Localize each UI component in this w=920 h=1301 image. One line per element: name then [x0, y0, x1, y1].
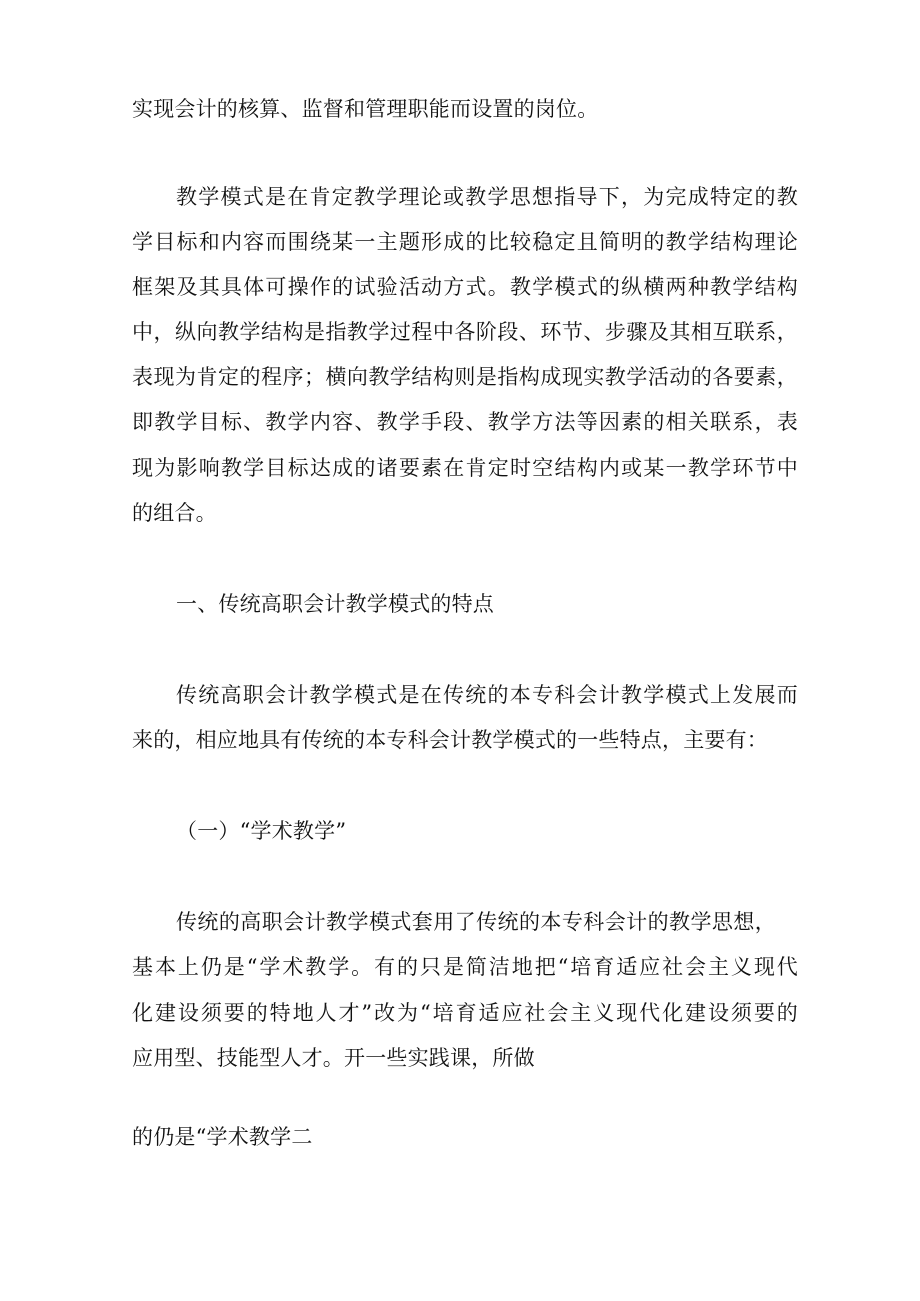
text-line: 传统高职会计教学模式是在传统的本专科会计教学模式上发展而 [176, 683, 798, 707]
text-line: 框架及其具体可操作的试验活动方式。教学模式的纵横两种教学结构 [132, 275, 798, 299]
text-line: 来的，相应地具有传统的本专科会计教学模式的一些特点，主要有： [132, 728, 768, 752]
text-line: 实现会计的核算、监督和管理职能而设置的岗位。 [132, 97, 599, 121]
text-line: 传统的高职会计教学模式套用了传统的本专科会计的教学思想， [176, 910, 776, 934]
text-line: 基本上仍是“学术教学。有的只是简洁地把“培育适应社会主义现代 [132, 955, 798, 979]
text-line: 即教学目标、教学内容、教学手段、教学方法等因素的相关联系，表 [132, 410, 798, 434]
text-line: 学目标和内容而围绕某一主题形成的比较稳定且简明的教学结构理论 [132, 230, 798, 254]
text-line: 现为影响教学目标达成的诸要素在肯定时空结构内或某一教学环节中 [132, 456, 798, 480]
subsection-heading: （一）“学术教学” [176, 819, 347, 843]
text-line: 表现为肯定的程序；横向教学结构则是指构成现实教学活动的各要素， [132, 365, 798, 389]
text-line: 教学模式是在肯定教学理论或教学思想指导下，为完成特定的教 [176, 185, 798, 209]
section-heading: 一、传统高职会计教学模式的特点 [176, 592, 494, 616]
text-line: 的组合。 [132, 501, 217, 525]
text-line: 的仍是“学术教学二 [132, 1125, 313, 1149]
text-line: 中，纵向教学结构是指教学过程中各阶段、环节、步骤及其相互联系， [132, 320, 798, 344]
text-line: 化建设须要的特地人才”改为“培育适应社会主义现代化建设须要的 [132, 1001, 798, 1025]
text-line: 应用型、技能型人才。开一些实践课，所做 [132, 1046, 535, 1070]
